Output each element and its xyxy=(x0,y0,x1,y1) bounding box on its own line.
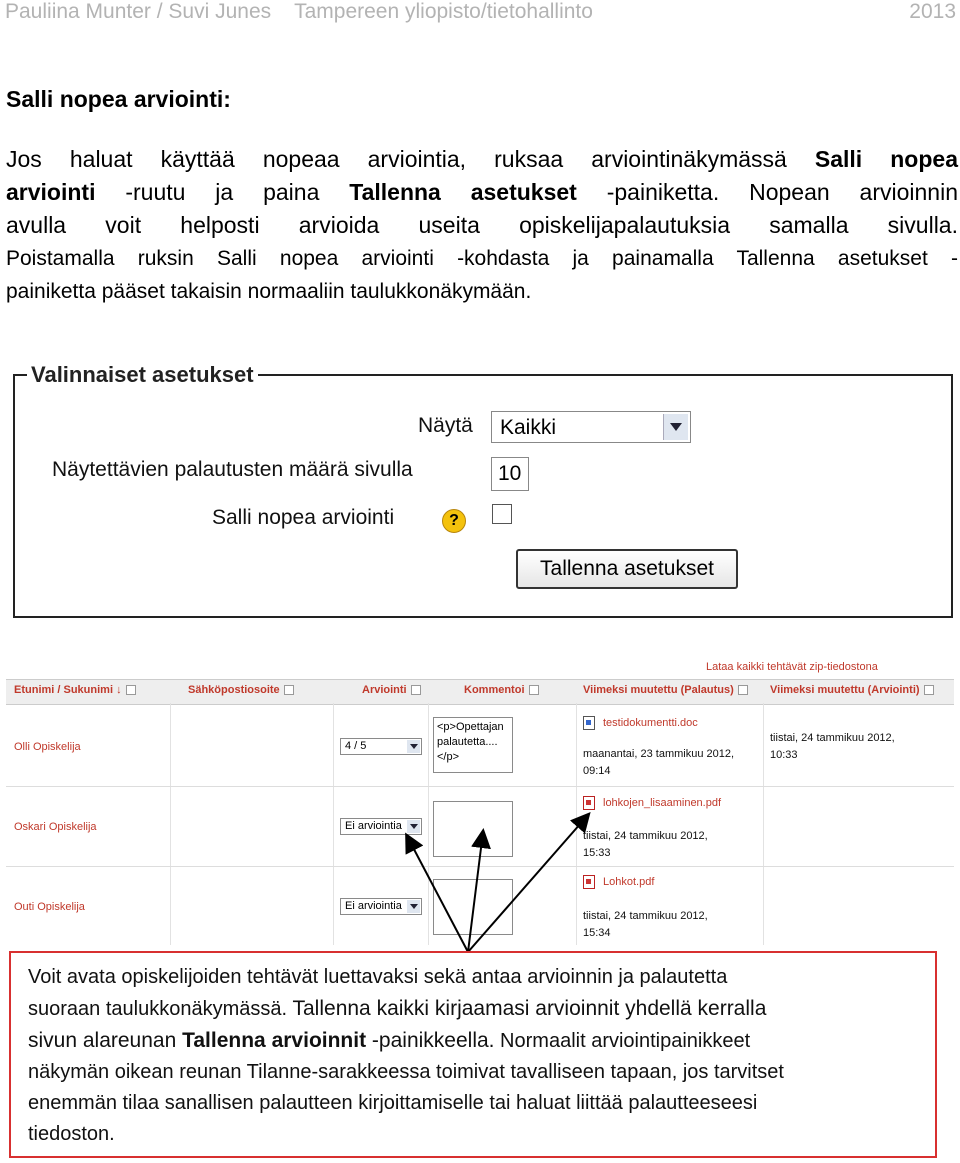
para-line-3: avulla voit helposti arvioida useita opiskelijapalautuksia samalla sivulla. xyxy=(6,212,958,238)
quick-grading-label: Salli nopea arviointi xyxy=(212,506,395,529)
student-name-link[interactable]: Outi Opiskelija xyxy=(14,901,85,913)
callout-text: Voit avata opiskelijoiden tehtävät luettavaksi sekä antaa arvioinnin ja palautetta suoraan taulukkonäkymässä. Tallenna kaikki kirjaamasi arvioinnit yhdellä kerralla sivun alareunan Tallenna arvioinnit -painikkeella. Normaalit arviointipainikkeet näkymän oikean reunan Tilanne-sarakkeessa toimivat tavalliseen tapaan, jos tarvitset enemmän tilaa sanallisen palautteen kirjoittamiselle tai haluat liittää palautteeseesi tiedoston. xyxy=(28,966,784,1145)
col-grade[interactable]: Arviointi xyxy=(362,684,421,696)
section-heading: Salli nopea arviointi: xyxy=(6,86,231,112)
col-comment[interactable]: Kommentoi xyxy=(464,684,539,696)
col-email[interactable]: Sähköpostiosoite xyxy=(188,684,294,696)
submission-time: maanantai, 23 tammikuu 2012, 09:14 xyxy=(583,748,735,777)
arrow-to-grade xyxy=(407,836,468,952)
submission-time: tiistai, 24 tammikuu 2012, 15:34 xyxy=(583,910,708,939)
grade-time: tiistai, 24 tammikuu 2012, 10:33 xyxy=(770,732,895,761)
per-page-label: Näytettävien palautusten määrä sivulla xyxy=(52,458,413,481)
para-line-1: Jos haluat käyttää nopeaa arviointia, ruksaa arviointinäkymässä Salli nopea xyxy=(6,146,958,172)
col-modified-grade[interactable]: Viimeksi muutettu (Arviointi) xyxy=(770,684,934,696)
submission-file-link[interactable]: lohkojen_lisaaminen.pdf xyxy=(583,796,721,810)
submission-file-link[interactable]: Lohkot.pdf xyxy=(583,875,654,889)
grade-select[interactable]: Ei arviointia xyxy=(340,898,422,915)
settings-title: Valinnaiset asetukset xyxy=(27,362,258,388)
para-line-5: painiketta pääset takaisin normaaliin taulukkonäkymään. xyxy=(6,280,532,303)
arrow-to-file xyxy=(468,815,588,952)
header-year: 2013 xyxy=(909,0,956,23)
student-name-link[interactable]: Olli Opiskelija xyxy=(14,741,81,753)
comment-textarea[interactable]: <p>Opettajan palautetta....</p> xyxy=(433,717,513,773)
col-name[interactable]: Etunimi / Sukunimi ↓ xyxy=(14,684,136,696)
grade-select[interactable]: 4 / 5 xyxy=(340,738,422,755)
student-name-link[interactable]: Oskari Opiskelija xyxy=(14,821,97,833)
para-line-4: Poistamalla ruksin Salli nopea arviointi -kohdasta ja painamalla Tallenna asetukset - xyxy=(6,247,958,270)
para-line-2: arviointi -ruutu ja paina Tallenna asetukset -painiketta. Nopean arvioinnin xyxy=(6,179,958,205)
header-author: Pauliina Munter / Suvi Junes Tampereen yliopisto/tietohallinto xyxy=(5,0,593,23)
arrow-to-comment xyxy=(468,832,483,952)
submission-file-link[interactable]: testidokumentti.doc xyxy=(583,716,698,730)
save-settings-button[interactable]: Tallenna asetukset xyxy=(516,549,738,589)
sort-down-icon: ↓ xyxy=(113,684,122,696)
grade-select[interactable]: Ei arviointia xyxy=(340,818,422,835)
download-zip-link[interactable]: Lataa kaikki tehtävät zip-tiedostona xyxy=(706,661,878,673)
submission-time: tiistai, 24 tammikuu 2012, 15:33 xyxy=(583,830,708,859)
help-icon[interactable]: ? xyxy=(442,509,466,533)
per-page-input[interactable]: 10 xyxy=(491,457,529,491)
show-label: Näytä xyxy=(418,414,473,437)
show-select-value: Kaikki xyxy=(500,416,557,439)
col-modified-submission[interactable]: Viimeksi muutettu (Palautus) xyxy=(583,684,748,696)
